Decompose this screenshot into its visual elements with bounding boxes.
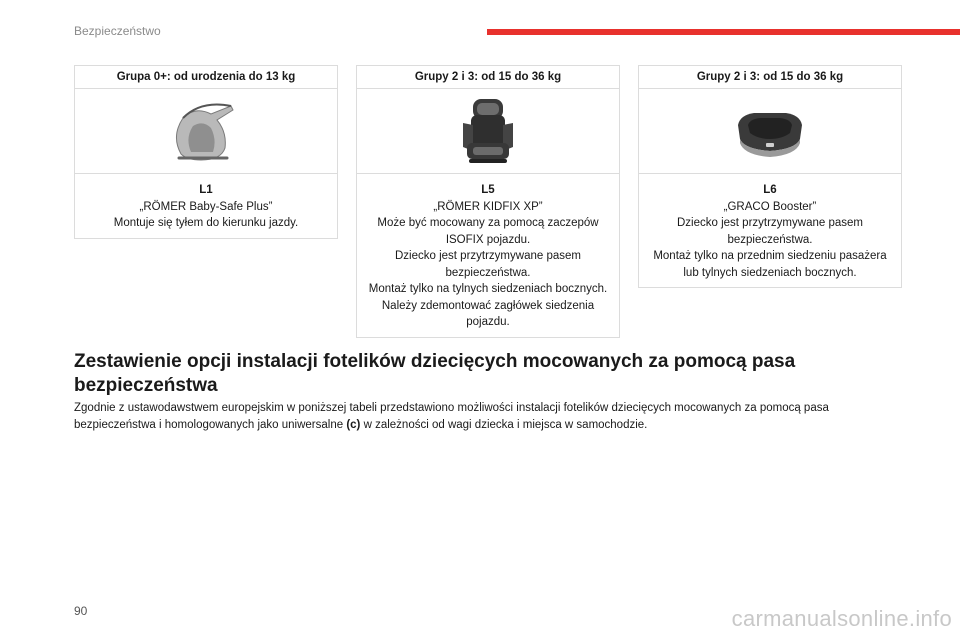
seat-card-l6 <box>638 65 902 288</box>
card-line: Dziecko jest przytrzymywane pasem bezpieczeństwa. <box>395 250 581 279</box>
card-group-heading: Grupa 0+: od urodzenia do 13 kg <box>75 66 337 89</box>
seat-code: L6 <box>763 184 777 196</box>
high-back-booster-seat-icon <box>453 95 523 167</box>
card-line: „RÖMER KIDFIX XP” <box>433 200 543 213</box>
card-line: „GRACO Booster” <box>723 200 817 213</box>
card-line: Dziecko jest przytrzymywane pasem bezpieczeństwa. <box>677 217 863 246</box>
section-title: Zestawienie opcji instalacji fotelików dziecięcych mocowanych za pomocą pasa bezpieczeństwa <box>74 351 796 396</box>
card-line: „RÖMER Baby-Safe Plus” <box>139 200 273 213</box>
card-group-heading: Grupy 2 i 3: od 15 do 36 kg <box>639 66 901 89</box>
seat-card-l1 <box>74 65 338 239</box>
card-line: Montuje się tyłem do kierunku jazdy. <box>113 217 299 229</box>
card-group-heading: Grupy 2 i 3: od 15 do 36 kg <box>357 66 619 89</box>
card-line: Należy zdemontować zagłówek siedzenia pojazdu. <box>381 299 595 328</box>
universal-class-marker: (c) <box>346 419 361 431</box>
infant-carrier-seat-icon <box>161 96 251 166</box>
seat-card-l5 <box>356 65 620 338</box>
booster-cushion-icon <box>730 103 810 159</box>
description-text-end: w zależności od wagi dziecka i miejsca w samochodzie. <box>360 419 648 431</box>
section-description <box>74 400 904 434</box>
card-line: Może być mocowany za pomocą zaczepów ISOFIX pojazdu. <box>377 217 599 246</box>
header-accent-bar <box>487 29 960 35</box>
description-text: Zgodnie z ustawodawstwem europejskim w poniższej tabeli przedstawiono możliwości instalacji fotelików dziecięcych mocowanych za pomocą pasa bezpieczeństwa i homologowanych jako uniwersalne <box>74 402 829 431</box>
card-image <box>75 89 337 174</box>
section-label: Bezpieczeństwo <box>74 24 161 38</box>
card-line: Montaż tylko na przednim siedzeniu pasażera lub tylnych siedzeniach bocznych. <box>653 250 887 279</box>
card-description <box>357 174 619 337</box>
seat-code: L5 <box>481 184 495 196</box>
card-line: Montaż tylko na tylnych siedzeniach bocznych. <box>368 283 608 295</box>
card-description <box>639 174 901 287</box>
watermark: carmanualsonline.info <box>731 606 952 631</box>
card-image <box>357 89 619 174</box>
card-image <box>639 89 901 174</box>
card-description <box>75 174 337 238</box>
page-number: 90 <box>74 604 88 618</box>
seat-code: L1 <box>199 184 213 196</box>
